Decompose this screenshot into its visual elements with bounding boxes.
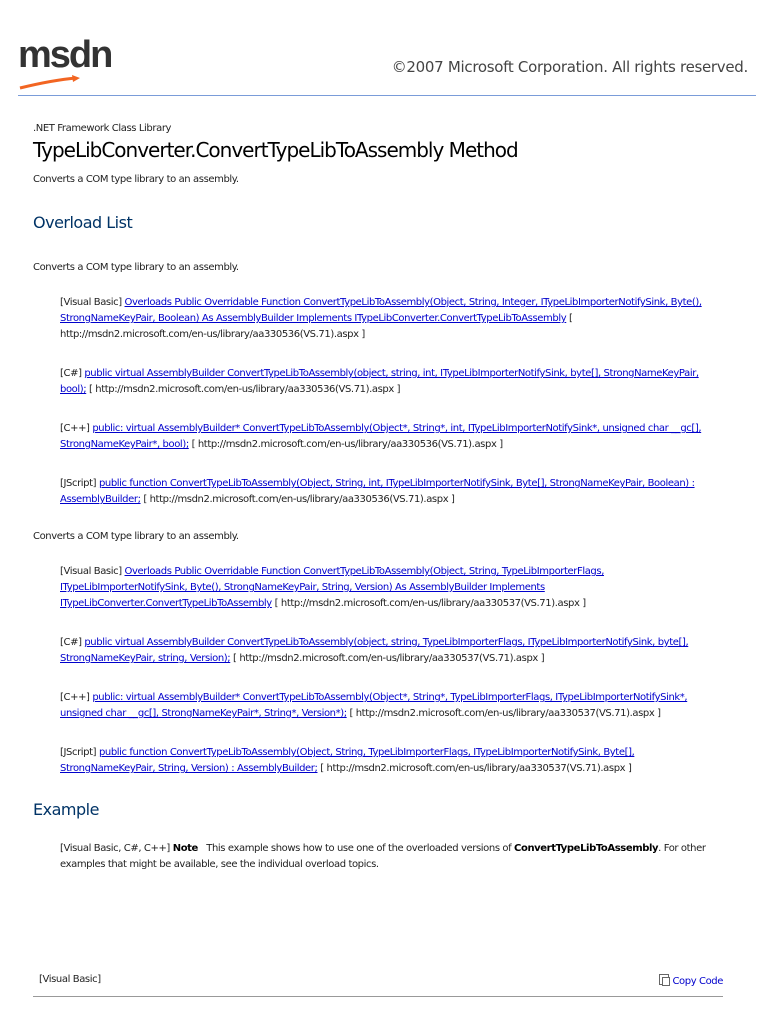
signature-language: [JScript] xyxy=(60,747,97,758)
msdn-logo[interactable]: msdn xyxy=(18,34,112,76)
signature-url: [ http://msdn2.microsoft.com/en-us/library/aa330536(VS.71).aspx ] xyxy=(60,313,573,340)
signature-item xyxy=(60,635,710,667)
signature-link[interactable]: public function ConvertTypeLibToAssembly(Object, String, int, ITypeLibImporterNotifySink, Byte[], StrongNameKeyPair, Boolean) : AssemblyBuilder; xyxy=(60,478,695,505)
example-heading: Example xyxy=(33,800,99,819)
signature-language: [Visual Basic] xyxy=(60,566,122,577)
library-label: .NET Framework Class Library xyxy=(33,123,172,134)
header-divider xyxy=(18,95,756,96)
signature-link[interactable]: public: virtual AssemblyBuilder* ConvertTypeLibToAssembly(Object*, String*, TypeLibImporterFlags, ITypeLibImporterNotifySink*, unsigned char __gc[], StrongNameKeyPair*, String*, Version*); xyxy=(60,692,688,719)
signature-item xyxy=(60,421,710,453)
signature-language: [C#] xyxy=(60,368,82,379)
signature-url: [ http://msdn2.microsoft.com/en-us/library/aa330536(VS.71).aspx ] xyxy=(89,384,401,395)
page-description: Converts a COM type library to an assembly. xyxy=(33,174,239,185)
overload-group-description: Converts a COM type library to an assembly. xyxy=(33,262,239,273)
signature-item xyxy=(60,295,710,343)
signature-item xyxy=(60,366,710,398)
signature-item xyxy=(60,564,710,612)
note-method-name: ConvertTypeLibToAssembly xyxy=(514,843,659,854)
signature-item xyxy=(60,690,710,722)
signature-link[interactable]: Overloads Public Overridable Function ConvertTypeLibToAssembly(Object, String, TypeLibImporterFlags, ITypeLibImporterNotifySink, Byte(), StrongNameKeyPair, String, Version) As AssemblyBuilder Implements ITypeLibConverter.ConvertTypeLibToAssembly xyxy=(60,566,604,609)
signature-item xyxy=(60,745,710,777)
example-note xyxy=(60,841,720,873)
copy-icon xyxy=(659,974,669,985)
copy-code-button[interactable] xyxy=(659,974,723,987)
page-header xyxy=(0,0,768,96)
signature-link[interactable]: public virtual AssemblyBuilder ConvertTypeLibToAssembly(object, string, int, ITypeLibImporterNotifySink, byte[], StrongNameKeyPair, bool); xyxy=(60,368,699,395)
signature-item xyxy=(60,476,710,508)
main-content xyxy=(33,123,723,901)
code-language-label: [Visual Basic] xyxy=(39,974,101,985)
signature-url: [ http://msdn2.microsoft.com/en-us/library/aa330537(VS.71).aspx ] xyxy=(349,708,661,719)
signature-url: [ http://msdn2.microsoft.com/en-us/library/aa330536(VS.71).aspx ] xyxy=(191,439,503,450)
overload-list-heading: Overload List xyxy=(33,213,133,232)
copyright-text: ©2007 Microsoft Corporation. All rights reserved. xyxy=(391,58,748,76)
note-text: This example shows how to use one of the overloaded versions of xyxy=(206,843,512,854)
note-text-end: . For other examples that might be available, see the individual overload topics. xyxy=(60,843,706,870)
note-label: Note xyxy=(172,843,198,854)
overload-signature-list xyxy=(60,564,710,777)
page-title: TypeLibConverter.ConvertTypeLibToAssembly Method xyxy=(33,138,518,162)
overload-signature-list xyxy=(60,295,710,508)
signature-language: [Visual Basic] xyxy=(60,297,122,308)
logo-swoosh-icon xyxy=(18,74,88,92)
code-block-header xyxy=(33,970,723,997)
signature-url: [ http://msdn2.microsoft.com/en-us/library/aa330537(VS.71).aspx ] xyxy=(274,598,586,609)
signature-url: [ http://msdn2.microsoft.com/en-us/library/aa330537(VS.71).aspx ] xyxy=(320,763,632,774)
note-languages: [Visual Basic, C#, C++] xyxy=(60,843,170,854)
signature-language: [JScript] xyxy=(60,478,97,489)
signature-language: [C++] xyxy=(60,692,90,703)
signature-language: [C#] xyxy=(60,637,82,648)
signature-url: [ http://msdn2.microsoft.com/en-us/library/aa330536(VS.71).aspx ] xyxy=(143,494,455,505)
signature-link[interactable]: public function ConvertTypeLibToAssembly(Object, String, TypeLibImporterFlags, ITypeLibImporterNotifySink, Byte[], StrongNameKeyPair, String, Version) : AssemblyBuilder; xyxy=(60,747,635,774)
signature-link[interactable]: Overloads Public Overridable Function ConvertTypeLibToAssembly(Object, String, Integer, ITypeLibImporterNotifySink, Byte(), StrongNameKeyPair, Boolean) As AssemblyBuilder Implements ITypeLibConverter.ConvertTypeLibToAssembly xyxy=(60,297,702,324)
signature-link[interactable]: public virtual AssemblyBuilder ConvertTypeLibToAssembly(object, string, TypeLibImporterFlags, ITypeLibImporterNotifySink, byte[], StrongNameKeyPair, string, Version); xyxy=(60,637,689,664)
signature-language: [C++] xyxy=(60,423,90,434)
copy-code-label: Copy Code xyxy=(672,976,723,987)
signature-url: [ http://msdn2.microsoft.com/en-us/library/aa330537(VS.71).aspx ] xyxy=(233,653,545,664)
overload-group-description: Converts a COM type library to an assembly. xyxy=(33,531,239,542)
signature-link[interactable]: public: virtual AssemblyBuilder* ConvertTypeLibToAssembly(Object*, String*, int, ITypeLibImporterNotifySink*, unsigned char __gc[], StrongNameKeyPair*, bool); xyxy=(60,423,702,450)
